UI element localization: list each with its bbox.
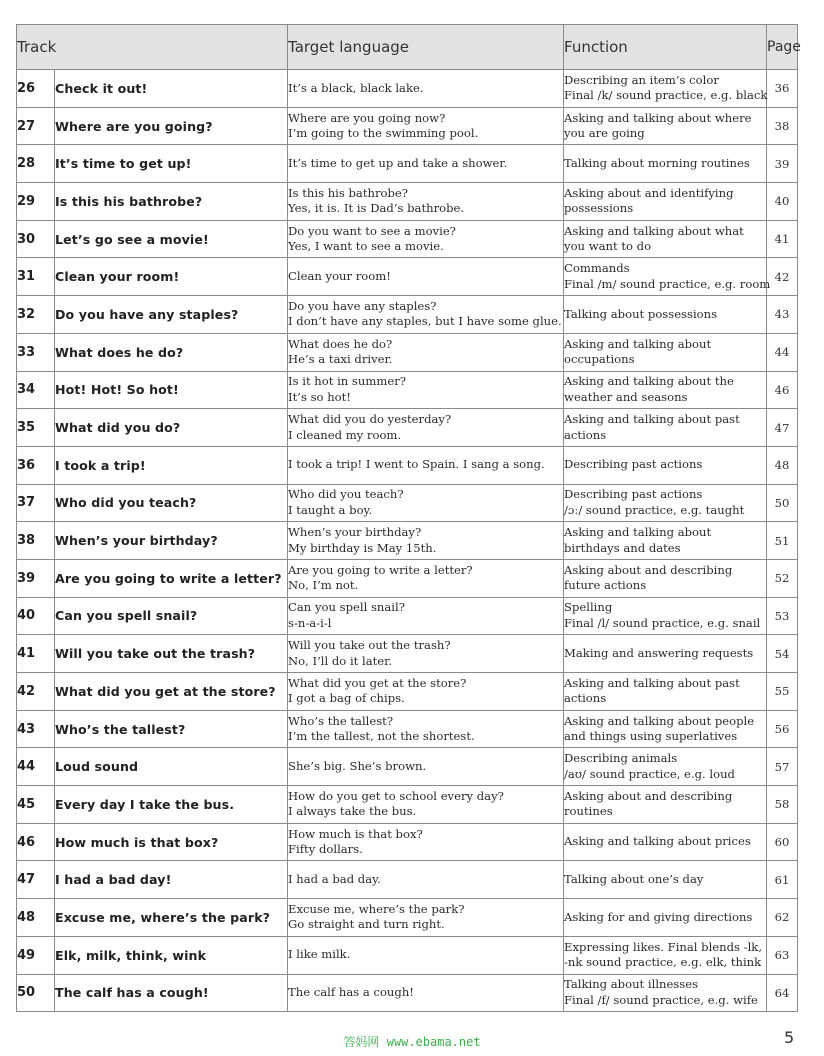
track-title: Check it out! (55, 70, 288, 108)
target-language-line: Yes, I want to see a movie. (288, 239, 444, 254)
target-language-line: s-n-a-i-l (288, 615, 332, 630)
page-number-cell: 57 (767, 748, 798, 786)
table-row (17, 409, 798, 447)
function-line: actions (564, 427, 607, 442)
track-title: Do you have any staples? (55, 296, 288, 334)
target-language-cell (288, 710, 564, 748)
target-language-line: Go straight and turn right. (288, 917, 445, 932)
table-row (17, 673, 798, 711)
target-language-line: My birthday is May 15th. (288, 540, 437, 555)
page-number-cell: 56 (767, 710, 798, 748)
track-title: Clean your room! (55, 258, 288, 296)
function-cell (564, 145, 767, 183)
table-row (17, 559, 798, 597)
function-cell (564, 673, 767, 711)
target-language-line: I’m the tallest, not the shortest. (288, 729, 475, 744)
track-number: 35 (17, 409, 55, 447)
target-language-cell (288, 409, 564, 447)
function-line: Asking about and describing (564, 788, 733, 803)
target-language-line: What did you get at the store? (288, 675, 467, 690)
page-number-cell: 53 (767, 597, 798, 635)
function-line: birthdays and dates (564, 540, 681, 555)
function-line: Talking about possessions (564, 306, 718, 321)
track-number: 28 (17, 145, 55, 183)
page-number-cell: 62 (767, 899, 798, 937)
function-line: Talking about one’s day (564, 872, 704, 887)
table-row (17, 183, 798, 221)
target-language-cell (288, 258, 564, 296)
function-line: possessions (564, 201, 634, 216)
page-number-cell: 54 (767, 635, 798, 673)
function-line: Talking about illnesses (564, 977, 699, 992)
target-language-cell (288, 296, 564, 334)
function-line: you are going (564, 126, 645, 141)
target-language-cell (288, 974, 564, 1012)
page-number-cell: 51 (767, 522, 798, 560)
function-header: Function (564, 25, 767, 70)
function-cell (564, 823, 767, 861)
track-title: I took a trip! (55, 446, 288, 484)
target-language-cell (288, 673, 564, 711)
target-language-cell (288, 748, 564, 786)
function-line: Asking and talking about past (564, 412, 740, 427)
function-line: -nk sound practice, e.g. elk, think (564, 955, 762, 970)
table-row (17, 220, 798, 258)
function-line: /aʊ/ sound practice, e.g. loud (564, 766, 735, 781)
function-line: Describing past actions (564, 457, 703, 472)
target-language-line: He’s a taxi driver. (288, 352, 393, 367)
page-number-cell: 48 (767, 446, 798, 484)
target-language-line: No, I’ll do it later. (288, 653, 393, 668)
target-language-line: How do you get to school every day? (288, 788, 504, 803)
page-number-cell: 36 (767, 70, 798, 108)
track-number: 26 (17, 70, 55, 108)
track-number: 43 (17, 710, 55, 748)
function-cell (564, 333, 767, 371)
target-language-cell (288, 333, 564, 371)
function-line: occupations (564, 352, 635, 367)
track-title: I had a bad day! (55, 861, 288, 899)
function-line: Commands (564, 261, 630, 276)
target-language-cell (288, 145, 564, 183)
track-number: 27 (17, 107, 55, 145)
target-language-line: No, I’m not. (288, 578, 359, 593)
function-line: Asking and talking about what (564, 223, 744, 238)
target-language-cell (288, 183, 564, 221)
track-number: 40 (17, 597, 55, 635)
target-language-cell (288, 899, 564, 937)
target-language-line: Is this his bathrobe? (288, 185, 408, 200)
function-line: Asking and talking about prices (564, 834, 751, 849)
table-header (17, 25, 801, 70)
track-title: Loud sound (55, 748, 288, 786)
target-language-line: Fifty dollars. (288, 842, 363, 857)
track-number: 29 (17, 183, 55, 221)
table-row (17, 70, 798, 108)
table-row (17, 899, 798, 937)
table-row (17, 258, 798, 296)
table-row (17, 333, 798, 371)
target-language-line: What does he do? (288, 336, 393, 351)
page-number: 5 (784, 1028, 795, 1047)
track-number: 42 (17, 673, 55, 711)
track-title: What does he do? (55, 333, 288, 371)
function-line: routines (564, 804, 613, 819)
track-title: Elk, milk, think, wink (55, 936, 288, 974)
function-line: future actions (564, 578, 647, 593)
target-language-line: I took a trip! I went to Spain. I sang a song. (288, 457, 545, 472)
page-number-cell: 44 (767, 333, 798, 371)
function-cell (564, 899, 767, 937)
target-language-line: Yes, it is. It is Dad’s bathrobe. (288, 201, 465, 216)
target-language-line: Who’s the tallest? (288, 713, 394, 728)
function-cell (564, 786, 767, 824)
page-number-cell: 38 (767, 107, 798, 145)
track-number: 37 (17, 484, 55, 522)
track-title: Can you spell snail? (55, 597, 288, 635)
page-number-cell: 42 (767, 258, 798, 296)
function-cell (564, 559, 767, 597)
track-title: Who did you teach? (55, 484, 288, 522)
track-number: 36 (17, 446, 55, 484)
target-language-cell (288, 861, 564, 899)
table-row (17, 484, 798, 522)
target-language-line: Do you want to see a movie? (288, 223, 456, 238)
target-language-cell (288, 597, 564, 635)
page-number-cell: 63 (767, 936, 798, 974)
target-language-line: What did you do yesterday? (288, 412, 452, 427)
track-title: What did you get at the store? (55, 673, 288, 711)
page-number-cell: 39 (767, 145, 798, 183)
function-line: Asking and talking about past (564, 675, 740, 690)
track-title: Will you take out the trash? (55, 635, 288, 673)
track-number: 46 (17, 823, 55, 861)
function-line: Asking about and identifying (564, 185, 734, 200)
track-number: 48 (17, 899, 55, 937)
track-title: Excuse me, where’s the park? (55, 899, 288, 937)
function-line: actions (564, 691, 607, 706)
target-language-cell (288, 446, 564, 484)
page-header: Page (767, 25, 798, 70)
target-language-line: I’m going to the swimming pool. (288, 126, 479, 141)
table-row (17, 597, 798, 635)
function-line: you want to do (564, 239, 652, 254)
track-number: 50 (17, 974, 55, 1012)
function-cell (564, 748, 767, 786)
target-language-line: I got a bag of chips. (288, 691, 405, 706)
target-language-cell (288, 823, 564, 861)
function-line: Talking about morning routines (564, 155, 750, 170)
function-line: Describing an item’s color (564, 72, 719, 87)
target-language-line: I like milk. (288, 947, 351, 962)
track-number: 30 (17, 220, 55, 258)
target-language-cell (288, 371, 564, 409)
track-number: 32 (17, 296, 55, 334)
page-number-cell: 41 (767, 220, 798, 258)
function-cell (564, 522, 767, 560)
page-number-cell: 52 (767, 559, 798, 597)
track-number: 31 (17, 258, 55, 296)
page-number-cell: 61 (767, 861, 798, 899)
function-cell (564, 70, 767, 108)
target-language-cell (288, 70, 564, 108)
table-row (17, 974, 798, 1012)
target-language-line: Do you have any staples? (288, 298, 437, 313)
function-cell (564, 296, 767, 334)
table-row (17, 371, 798, 409)
function-line: Asking and talking about (564, 525, 712, 540)
target-language-line: Who did you teach? (288, 487, 404, 502)
page-number-cell: 58 (767, 786, 798, 824)
target-language-cell (288, 484, 564, 522)
function-line: Final /m/ sound practice, e.g. room (564, 276, 771, 291)
function-line: and things using superlatives (564, 729, 738, 744)
function-line: Describing animals (564, 751, 678, 766)
page-number-cell: 50 (767, 484, 798, 522)
track-number: 45 (17, 786, 55, 824)
function-cell (564, 974, 767, 1012)
target-language-line: I taught a boy. (288, 502, 373, 517)
track-number: 47 (17, 861, 55, 899)
target-language-cell (288, 220, 564, 258)
function-line: Asking and talking about (564, 336, 712, 351)
function-line: Final /f/ sound practice, e.g. wife (564, 992, 758, 1007)
target-language-line: The calf has a cough! (288, 985, 414, 1000)
function-cell (564, 107, 767, 145)
target-language-cell (288, 107, 564, 145)
track-number: 41 (17, 635, 55, 673)
target-language-line: How much is that box? (288, 826, 423, 841)
track-title: Every day I take the bus. (55, 786, 288, 824)
table-row (17, 861, 798, 899)
function-cell (564, 635, 767, 673)
track-number: 49 (17, 936, 55, 974)
track-number: 33 (17, 333, 55, 371)
track-title: What did you do? (55, 409, 288, 447)
track-title: Where are you going? (55, 107, 288, 145)
function-line: Making and answering requests (564, 645, 754, 660)
track-title: When’s your birthday? (55, 522, 288, 560)
table-row (17, 107, 798, 145)
table-row (17, 522, 798, 560)
page-number-cell: 43 (767, 296, 798, 334)
page-number-cell: 46 (767, 371, 798, 409)
page-number-cell: 64 (767, 974, 798, 1012)
target-language-line: Clean your room! (288, 269, 391, 284)
target-language-line: Will you take out the trash? (288, 638, 451, 653)
track-title: How much is that box? (55, 823, 288, 861)
function-line: Spelling (564, 600, 613, 615)
table-row (17, 145, 798, 183)
track-title: Is this his bathrobe? (55, 183, 288, 221)
target-language-header: Target language (288, 25, 564, 70)
function-line: /ɔː/ sound practice, e.g. taught (564, 502, 745, 517)
function-cell (564, 936, 767, 974)
target-language-line: Excuse me, where’s the park? (288, 901, 465, 916)
target-language-cell (288, 522, 564, 560)
track-number: 44 (17, 748, 55, 786)
target-language-line: I cleaned my room. (288, 427, 402, 442)
target-language-line: She’s big. She’s brown. (288, 758, 427, 773)
table-row (17, 748, 798, 786)
function-line: Final /k/ sound practice, e.g. black (564, 88, 768, 103)
function-cell (564, 220, 767, 258)
target-language-line: I don’t have any staples, but I have some glue. (288, 314, 562, 329)
table-row (17, 635, 798, 673)
target-language-line: I had a bad day. (288, 872, 381, 887)
target-language-line: Where are you going now? (288, 110, 446, 125)
target-language-line: Is it hot in summer? (288, 374, 406, 389)
function-cell (564, 409, 767, 447)
function-line: Asking for and giving directions (564, 909, 753, 924)
page-number-cell: 55 (767, 673, 798, 711)
track-title: Hot! Hot! So hot! (55, 371, 288, 409)
function-line: Asking and talking about people (564, 713, 755, 728)
function-line: Expressing likes. Final blends -lk, (564, 939, 763, 954)
function-line: weather and seasons (564, 389, 688, 404)
target-language-line: I always take the bus. (288, 804, 417, 819)
target-language-line: When’s your birthday? (288, 525, 422, 540)
function-cell (564, 446, 767, 484)
table-row (17, 296, 798, 334)
track-header: Track (17, 25, 288, 70)
table-row (17, 446, 798, 484)
table-row (17, 936, 798, 974)
table-row (17, 710, 798, 748)
track-number: 34 (17, 371, 55, 409)
watermark: 答妈网 www.ebama.net (343, 1035, 481, 1049)
target-language-line: Are you going to write a letter? (288, 562, 473, 577)
function-line: Asking and talking about the (564, 374, 734, 389)
track-title: The calf has a cough! (55, 974, 288, 1012)
target-language-line: It’s a black, black lake. (288, 80, 424, 95)
track-title: Are you going to write a letter? (55, 559, 288, 597)
function-cell (564, 597, 767, 635)
target-language-cell (288, 936, 564, 974)
target-language-line: Can you spell snail? (288, 600, 405, 615)
function-line: Asking about and describing (564, 562, 733, 577)
table-body (17, 70, 798, 1012)
function-cell (564, 258, 771, 296)
contents-table (16, 24, 801, 1012)
function-line: Asking and talking about where (564, 110, 752, 125)
function-cell (564, 710, 767, 748)
target-language-cell (288, 786, 564, 824)
table-row (17, 823, 798, 861)
function-line: Final /l/ sound practice, e.g. snail (564, 615, 761, 630)
function-line: Describing past actions (564, 487, 703, 502)
track-number: 38 (17, 522, 55, 560)
track-title: Who’s the tallest? (55, 710, 288, 748)
page-number-cell: 47 (767, 409, 798, 447)
track-title: It’s time to get up! (55, 145, 288, 183)
page-number-cell: 60 (767, 823, 798, 861)
page-number-cell: 40 (767, 183, 798, 221)
target-language-line: It’s time to get up and take a shower. (288, 155, 508, 170)
target-language-line: It’s so hot! (288, 389, 351, 404)
track-title: Let’s go see a movie! (55, 220, 288, 258)
function-cell (564, 861, 767, 899)
function-cell (564, 371, 767, 409)
table-row (17, 786, 798, 824)
target-language-cell (288, 635, 564, 673)
target-language-cell (288, 559, 564, 597)
function-cell (564, 183, 767, 221)
track-number: 39 (17, 559, 55, 597)
function-cell (564, 484, 767, 522)
